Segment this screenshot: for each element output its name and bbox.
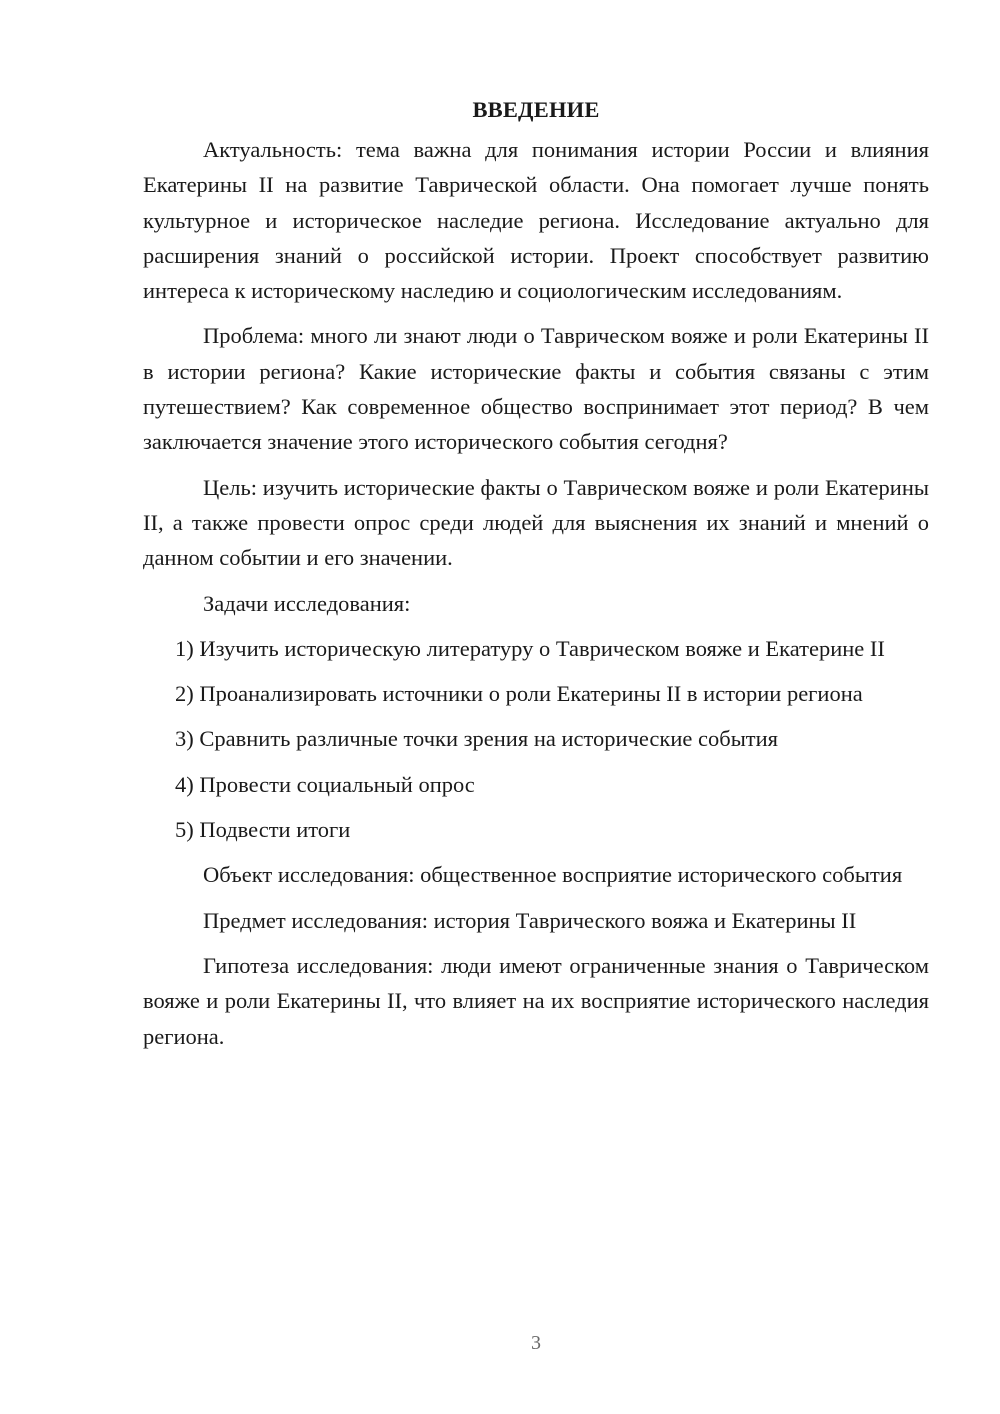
page-number: 3: [531, 1332, 541, 1354]
tasks-list: [143, 631, 929, 847]
subject-paragraph: Предмет исследования: история Таврического вояжа и Екатерины II: [203, 907, 857, 933]
list-item: 1) Изучить историческую литературу о Таврическом вояже и Екатерине II: [175, 635, 885, 661]
object-paragraph: Объект исследования: общественное восприятие исторического события: [203, 862, 903, 888]
tasks-heading: Задачи исследования:: [203, 590, 411, 616]
list-item: 4) Провести социальный опрос: [175, 771, 475, 797]
problem-paragraph: Проблема: много ли знают люди о Таврическом вояже и роли Екатерины II в истории региона? Какие исторические факты и события связаны с этим путешествием? Как современное общество воспринимает этот период? В чем заключается значение этого исторического события сегодня?: [143, 323, 929, 455]
hypothesis-paragraph: Гипотеза исследования: люди имеют ограниченные знания о Таврическом вояже и роли Екатерины II, что влияет на их восприятие исторического наследия региона.: [143, 952, 929, 1049]
relevance-paragraph: Актуальность: тема важна для понимания истории России и влияния Екатерины II на развитие Таврической области. Она помогает лучше понять культурное и историческое наследие региона. Исследование актуально для расширения знаний о российской истории. Проект способствует развитию интереса к историческому наследию и социологическим исследованиям.: [143, 137, 929, 304]
list-item: 3) Сравнить различные точки зрения на исторические события: [175, 726, 779, 752]
goal-paragraph: Цель: изучить исторические факты о Таврическом вояже и роли Екатерины II, а также провести опрос среди людей для выяснения их знаний и мнений о данном событии и его значении.: [143, 474, 929, 571]
document-page: [143, 92, 929, 1064]
page-title: ВВЕДЕНИЕ: [472, 97, 600, 122]
list-item: 2) Проанализировать источники о роли Екатерины II в истории региона: [175, 681, 863, 707]
list-item: 5) Подвести итоги: [175, 817, 351, 843]
